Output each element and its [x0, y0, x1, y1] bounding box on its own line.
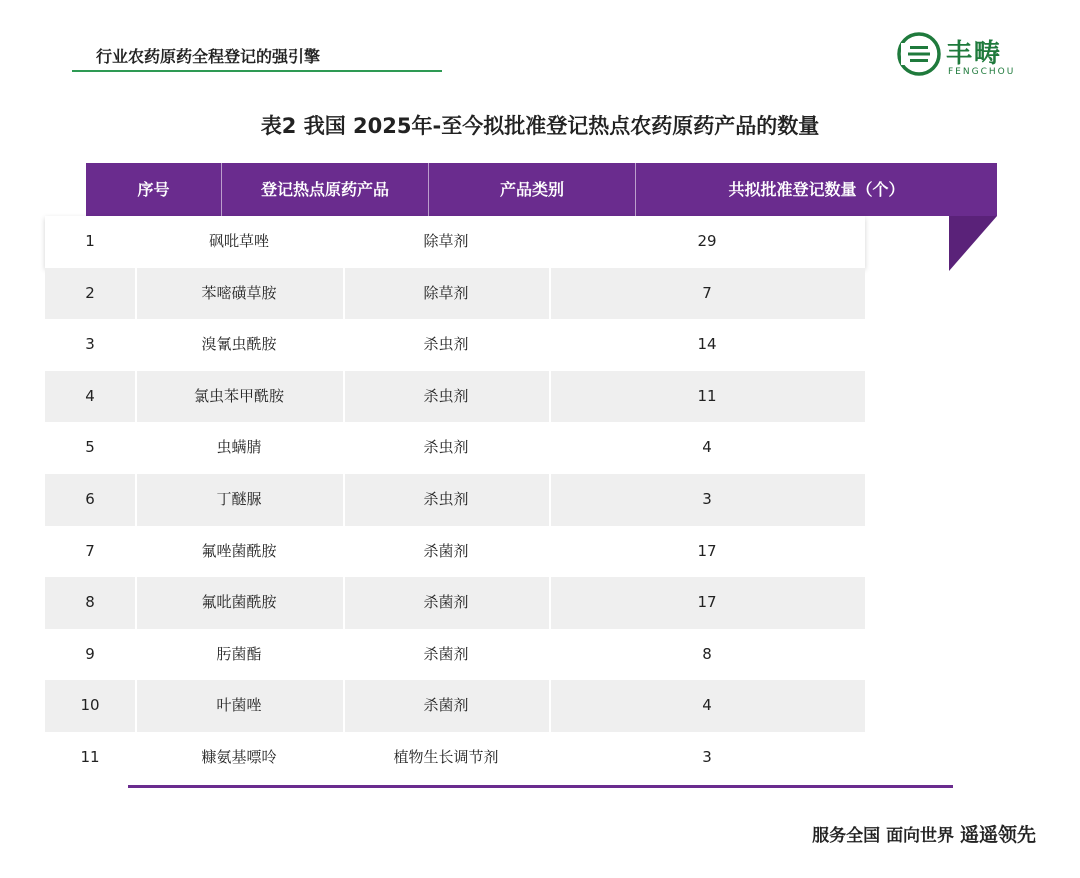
cell-no: 3 [85, 335, 95, 354]
table-row [45, 680, 865, 732]
cell-count: 3 [702, 747, 712, 766]
cell-category: 除草剂 [423, 232, 469, 250]
cell-product: 糠氨基嘌呤 [201, 747, 277, 766]
cell-count: 8 [702, 644, 712, 663]
cell-no: 4 [85, 386, 95, 405]
cell-product: 溴氰虫酰胺 [201, 335, 277, 354]
table-row [45, 577, 865, 629]
cell-category: 杀虫剂 [423, 438, 469, 457]
cell-count: 4 [702, 438, 712, 457]
cell-product: 氯虫苯甲酰胺 [193, 386, 284, 405]
cell-no: 8 [85, 593, 95, 612]
cell-product: 氟吡菌酰胺 [201, 593, 277, 612]
cell-product: 肟菌酯 [216, 644, 262, 663]
cell-count: 29 [697, 232, 717, 250]
cell-no: 10 [80, 696, 100, 715]
cell-category: 除草剂 [423, 283, 469, 302]
cell-no: 2 [85, 283, 95, 302]
table-body [45, 216, 865, 784]
table-row [45, 732, 865, 784]
cell-count: 11 [697, 386, 717, 405]
table-row [45, 422, 865, 474]
subtitle-underline [72, 70, 442, 72]
cell-no: 5 [85, 438, 95, 457]
cell-no: 1 [85, 232, 95, 250]
cell-product: 苯嘧磺草胺 [201, 283, 277, 302]
fengchou-logo-icon [896, 31, 942, 77]
table-row [45, 319, 865, 371]
slogan-part-2: 面向世界 [886, 826, 955, 846]
cell-category: 杀菌剂 [423, 644, 469, 663]
cell-count: 3 [702, 489, 712, 508]
cell-count: 17 [697, 541, 717, 560]
cell-no: 6 [85, 489, 95, 508]
cell-product: 丁醚脲 [216, 489, 262, 508]
cell-category: 杀虫剂 [423, 489, 469, 508]
cell-category: 杀菌剂 [423, 541, 469, 560]
cell-no: 7 [85, 541, 95, 560]
slogan-part-1: 服务全国 [812, 826, 881, 846]
cell-count: 4 [702, 696, 712, 715]
table-row [45, 268, 865, 320]
cell-count: 7 [702, 283, 712, 302]
table-title: 表2 我国 2025年-至今拟批准登记热点农药原药产品的数量 [260, 114, 820, 138]
page-subtitle: 行业农药原药全程登记的强引擎 [96, 47, 321, 66]
cell-product: 氟唑菌酰胺 [201, 541, 277, 560]
cell-category: 杀菌剂 [423, 696, 469, 715]
column-header-product: 登记热点原药产品 [260, 180, 389, 199]
cell-no: 11 [80, 747, 100, 766]
table-row [45, 216, 865, 268]
slogan-part-3: 遥遥领先 [959, 824, 1036, 846]
cell-product: 砜吡草唑 [208, 232, 269, 250]
cell-category: 杀菌剂 [423, 593, 469, 612]
column-header-no: 序号 [137, 180, 170, 199]
footer-slogan [812, 820, 1036, 847]
table-header [86, 163, 997, 216]
cell-category: 植物生长调节剂 [393, 747, 499, 766]
table-row [45, 526, 865, 578]
table-row [45, 474, 865, 526]
cell-no: 9 [85, 644, 95, 663]
column-header-category: 产品类别 [499, 180, 564, 199]
table-bottom-rule [128, 785, 953, 788]
cell-product: 叶菌唑 [216, 696, 262, 715]
cell-count: 17 [697, 593, 717, 612]
cell-count: 14 [697, 335, 717, 354]
column-header-count: 共拟批准登记数量（个） [728, 180, 905, 199]
table-row [45, 371, 865, 423]
logo-english-name: FENGCHOU [948, 67, 1016, 77]
header-fold-right [949, 216, 997, 271]
logo-chinese-name: 丰畴 [946, 39, 1003, 69]
table-row [45, 629, 865, 681]
brand-logo [896, 31, 1036, 81]
cell-product: 虫螨腈 [216, 438, 262, 457]
cell-category: 杀虫剂 [423, 335, 469, 354]
cell-category: 杀虫剂 [423, 386, 469, 405]
